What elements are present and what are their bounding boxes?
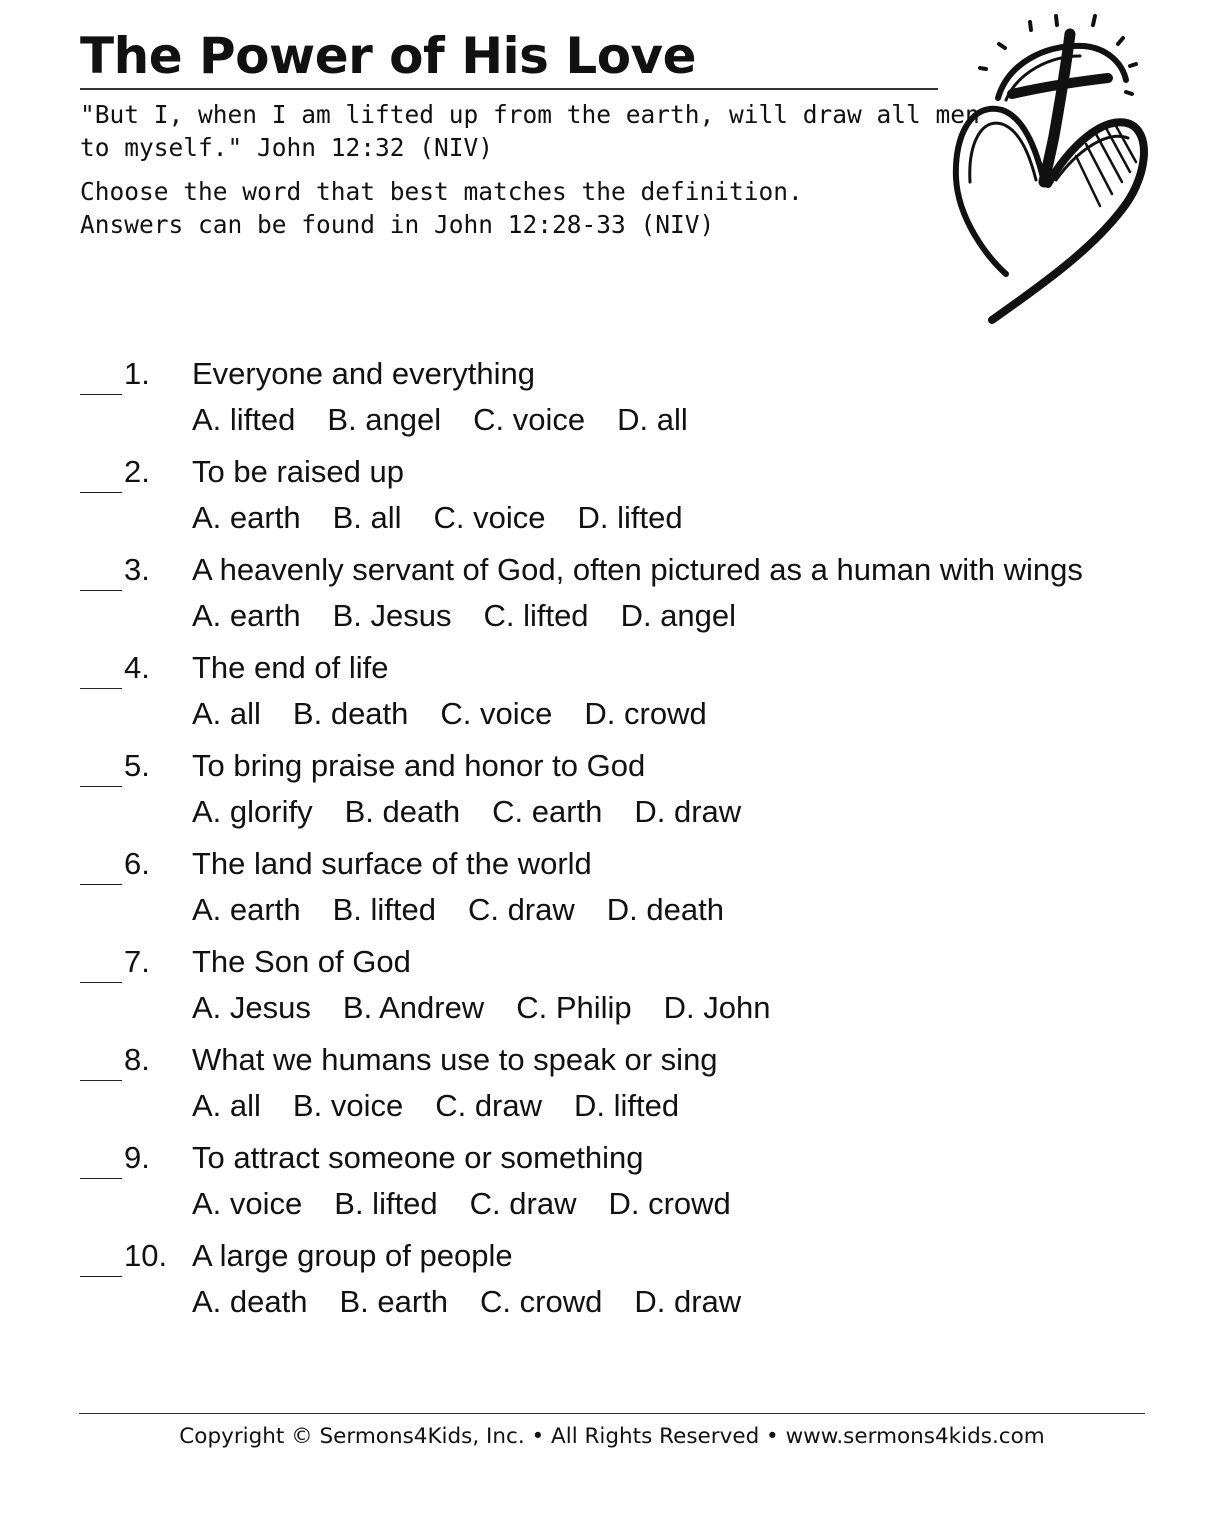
instructions-line: Answers can be found in John 12:28-33 (NIV) bbox=[80, 210, 715, 239]
question-item bbox=[80, 550, 1190, 648]
answer-blank[interactable] bbox=[80, 1080, 122, 1081]
answer-choices bbox=[192, 988, 802, 1028]
answer-blank[interactable] bbox=[80, 1276, 122, 1277]
answer-choice: B. lifted bbox=[332, 892, 436, 927]
answer-choice: D. angel bbox=[620, 598, 737, 633]
answer-choice: B. death bbox=[292, 696, 409, 731]
answer-choice: A. earth bbox=[192, 892, 301, 927]
answer-choice: A. all bbox=[192, 696, 261, 731]
question-number: 5. bbox=[124, 748, 150, 783]
question-prompt: A heavenly servant of God, often pictured as a human with wings bbox=[192, 552, 1083, 587]
answer-choice: B. lifted bbox=[334, 1186, 438, 1221]
question-number: 6. bbox=[124, 846, 150, 881]
answer-choice: A. Jesus bbox=[192, 990, 311, 1025]
answer-blank[interactable] bbox=[80, 982, 122, 983]
answer-choice: C. voice bbox=[433, 500, 546, 535]
question-prompt: The land surface of the world bbox=[192, 846, 592, 881]
answer-choice: C. voice bbox=[473, 402, 586, 437]
question-prompt: What we humans use to speak or sing bbox=[192, 1042, 718, 1077]
verse-line: to myself." John 12:32 (NIV) bbox=[80, 133, 494, 162]
answer-choice: A. lifted bbox=[192, 402, 296, 437]
answer-choice: D. draw bbox=[634, 794, 742, 829]
answer-choices bbox=[192, 1086, 711, 1126]
question-item bbox=[80, 746, 1190, 844]
answer-blank[interactable] bbox=[80, 884, 122, 885]
scripture-verse bbox=[80, 98, 980, 164]
answer-choice: C. draw bbox=[467, 892, 575, 927]
answer-choice: D. crowd bbox=[608, 1186, 731, 1221]
answer-choices bbox=[192, 890, 756, 930]
question-prompt: Everyone and everything bbox=[192, 356, 535, 391]
answer-choice: A. all bbox=[192, 1088, 261, 1123]
answer-blank[interactable] bbox=[80, 688, 122, 689]
question-number: 1. bbox=[124, 356, 150, 391]
answer-choice: C. crowd bbox=[480, 1284, 603, 1319]
question-number: 2. bbox=[124, 454, 150, 489]
answer-choices bbox=[192, 792, 773, 832]
answer-choice: D. John bbox=[663, 990, 771, 1025]
question-item bbox=[80, 354, 1190, 452]
answer-choice: B. death bbox=[344, 794, 461, 829]
instructions-line: Choose the word that best matches the definition. bbox=[80, 177, 803, 206]
question-number: 8. bbox=[124, 1042, 150, 1077]
answer-choice: B. Jesus bbox=[332, 598, 452, 633]
question-prompt: To attract someone or something bbox=[192, 1140, 644, 1175]
answer-choice: C. Philip bbox=[516, 990, 632, 1025]
answer-choices bbox=[192, 400, 720, 440]
answer-choices bbox=[192, 694, 739, 734]
question-item bbox=[80, 452, 1190, 550]
question-number: 4. bbox=[124, 650, 150, 685]
answer-choice: D. lifted bbox=[577, 500, 683, 535]
answer-choice: A. earth bbox=[192, 500, 301, 535]
answer-choice: C. voice bbox=[440, 696, 553, 731]
answer-choice: C. draw bbox=[469, 1186, 577, 1221]
answer-choice: A. death bbox=[192, 1284, 308, 1319]
page-title: The Power of His Love bbox=[80, 27, 697, 85]
question-item bbox=[80, 1040, 1190, 1138]
question-number: 7. bbox=[124, 944, 150, 979]
question-prompt: To bring praise and honor to God bbox=[192, 748, 646, 783]
cross-heart-logo-icon bbox=[946, 6, 1151, 326]
copyright-footer: Copyright © Sermons4Kids, Inc. • All Rights Reserved • www.sermons4kids.com bbox=[179, 1424, 1045, 1449]
question-prompt: A large group of people bbox=[192, 1238, 513, 1273]
answer-choice: D. death bbox=[606, 892, 724, 927]
answer-choice: B. all bbox=[332, 500, 402, 535]
answer-choice: B. angel bbox=[327, 402, 442, 437]
answer-choice: D. draw bbox=[634, 1284, 742, 1319]
verse-line: "But I, when I am lifted up from the earth, will draw all men bbox=[80, 100, 980, 129]
question-number: 10. bbox=[124, 1238, 168, 1273]
answer-choices bbox=[192, 498, 715, 538]
answer-choices bbox=[192, 596, 768, 636]
answer-blank[interactable] bbox=[80, 786, 122, 787]
question-number: 9. bbox=[124, 1140, 150, 1175]
question-list bbox=[80, 354, 1190, 1334]
answer-choice: D. lifted bbox=[574, 1088, 680, 1123]
answer-choices bbox=[192, 1184, 763, 1224]
question-prompt: The Son of God bbox=[192, 944, 411, 979]
answer-choice: A. voice bbox=[192, 1186, 303, 1221]
answer-blank[interactable] bbox=[80, 492, 122, 493]
answer-choice: B. Andrew bbox=[342, 990, 485, 1025]
question-item bbox=[80, 648, 1190, 746]
footer-divider bbox=[79, 1413, 1145, 1414]
instructions bbox=[80, 175, 803, 241]
answer-blank[interactable] bbox=[80, 394, 122, 395]
question-item bbox=[80, 1138, 1190, 1236]
question-prompt: To be raised up bbox=[192, 454, 404, 489]
answer-choice: B. voice bbox=[292, 1088, 404, 1123]
question-number: 3. bbox=[124, 552, 150, 587]
question-item bbox=[80, 942, 1190, 1040]
answer-choices bbox=[192, 1282, 773, 1322]
answer-blank[interactable] bbox=[80, 590, 122, 591]
answer-choice: B. earth bbox=[339, 1284, 449, 1319]
answer-blank[interactable] bbox=[80, 1178, 122, 1179]
answer-choice: D. all bbox=[617, 402, 688, 437]
answer-choice: D. crowd bbox=[584, 696, 707, 731]
answer-choice: C. draw bbox=[435, 1088, 543, 1123]
answer-choice: C. lifted bbox=[483, 598, 589, 633]
question-item bbox=[80, 1236, 1190, 1334]
answer-choice: A. earth bbox=[192, 598, 301, 633]
question-prompt: The end of life bbox=[192, 650, 389, 685]
title-divider bbox=[80, 88, 938, 90]
answer-choice: A. glorify bbox=[192, 794, 313, 829]
question-item bbox=[80, 844, 1190, 942]
answer-choice: C. earth bbox=[492, 794, 603, 829]
